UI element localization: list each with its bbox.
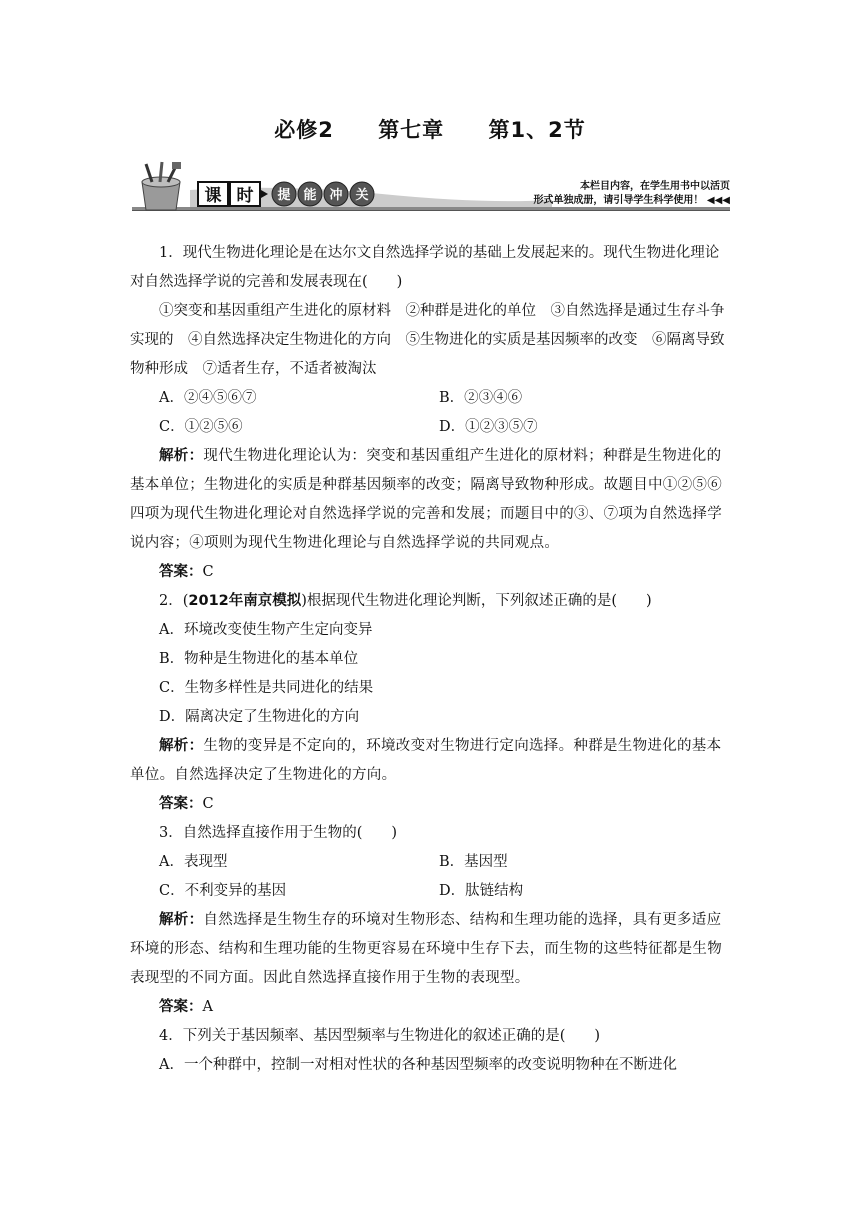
q3-option-c: C．不利变异的基因 [159,883,287,899]
badge-char-2: 时 [236,186,254,206]
badge-char-6: 关 [355,188,369,203]
title-section: 第1、2节 [488,118,586,142]
q1-answer-value: C [202,564,214,580]
q1-analysis-text: 现代生物进化理论认为：突变和基因重组产生进化的原材料；种群是生物进化的基本单位；生物进化的实质是种群基因频率的改变；隔离导致物种形成。故题目中①②⑤⑥四项为现代生物进化理论对自然选择学说的完善和发展；而题目中的③、⑦项为自然选择学说内容；④项则为现代生物进化理论与自然选择学说的共同观点。 [130,448,722,551]
q2-option-b: B．物种是生物进化的基本单位 [159,651,359,667]
q3-analysis [130,906,730,993]
q2-answer-value: C [202,796,214,812]
banner-note-line2: 形式单独成册，请引导学生科学使用！ [533,195,704,206]
q3-option-a: A．表现型 [159,854,228,870]
badge-char-3: 提 [277,188,291,203]
pen-holder-icon [142,162,181,210]
badge-char-4: 能 [303,188,317,203]
q2-option-a: A．环境改变使生物产生定向变异 [159,622,373,638]
q2-analysis-label: 解析： [159,738,204,754]
badge-char-5: 冲 [329,188,343,203]
q3-option-b: B．基因型 [439,854,508,870]
q2-stem-text: )根据现代生物进化理论判断，下列叙述正确的是( ) [301,593,652,609]
q2-option-c: C．生物多样性是共同进化的结果 [159,680,374,696]
section-banner [132,160,730,216]
title-chapter: 第七章 [378,118,445,142]
q2-source: 2012年南京模拟 [188,593,302,609]
q4-stem: 4．下列关于基因频率、基因型频率与生物进化的叙述正确的是( ) [159,1028,601,1044]
q1-option-a: A．②④⑤⑥⑦ [159,390,257,406]
title-book: 必修2 [274,118,334,142]
q2-analysis-text: 生物的变异是不定向的，环境改变对生物进行定向选择。种群是生物进化的基本单位。自然选择决定了生物进化的方向。 [130,738,722,783]
q1-items: ①突变和基因重组产生进化的原材料 ②种群是进化的单位 ③自然选择是通过生存斗争实现的 ④自然选择决定生物进化的方向 ⑤生物进化的实质是基因频率的改变 ⑥隔离导致物种形成 ⑦适者生存，不适者被淘汰 [130,303,725,377]
badge-char-1: 课 [204,186,222,206]
q2-option-d: D．隔离决定了生物进化的方向 [159,709,360,725]
q1-stem: 1．现代生物进化理论是在达尔文自然选择学说的基础上发展起来的。现代生物进化理论对自然选择学说的完善和发展表现在( ) [130,245,720,290]
q3-option-d: D．肽链结构 [439,883,524,899]
arrows-icon: ◀◀◀ [706,195,730,206]
q3-analysis-label: 解析： [159,912,204,928]
q1-answer-label: 答案： [159,564,203,580]
q3-answer [130,993,730,1022]
banner-note-line1: 本栏目内容，在学生用书中以活页 [580,181,730,192]
q3-stem: 3．自然选择直接作用于生物的( ) [159,825,398,841]
q3-options-row2 [130,877,730,906]
q2-answer-label: 答案： [159,796,203,812]
q1-option-c: C．①②⑤⑥ [159,419,243,435]
banner-note [470,180,730,208]
q2-stem [130,587,730,616]
q1-analysis-label: 解析： [159,448,204,464]
q1-option-b: B．②③④⑥ [439,390,523,406]
q4-option-a: A．一个种群中，控制一对相对性状的各种基因型频率的改变说明物种在不断进化 [159,1057,677,1073]
q3-analysis-text: 自然选择是生物生存的环境对生物形态、结构和生理功能的选择，具有更多适应环境的形态、结构和生理功能的生物更容易在环境中生存下去，而生物的这些特征都是生物表现型的不同方面。因此自然选择直接作用于生物的表现型。 [130,912,722,986]
question-content [130,239,730,1080]
q3-answer-value: A [202,999,213,1015]
q1-answer [130,558,730,587]
page-title [0,114,860,144]
q2-number: 2．( [159,593,189,609]
q2-analysis [130,732,730,790]
q1-option-d: D．①②③⑤⑦ [439,419,538,435]
q1-options-row2 [130,413,730,442]
q2-answer [130,790,730,819]
q3-answer-label: 答案： [159,999,203,1015]
q3-options-row1 [130,848,730,877]
q1-options-row1 [130,384,730,413]
q1-analysis [130,442,730,558]
